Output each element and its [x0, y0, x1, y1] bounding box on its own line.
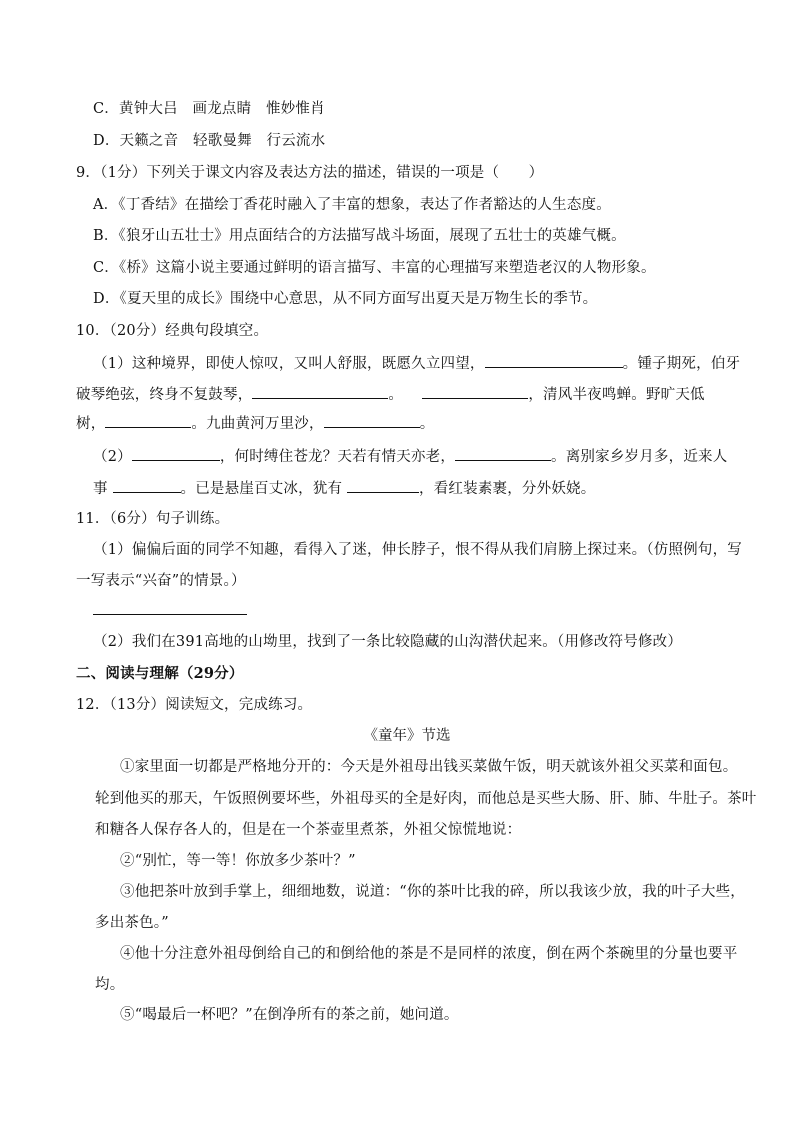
q11-part2: （2）我们在391高地的山坳里，找到了一条比较隐藏的山沟潜伏起来。（用修改符号修改）: [93, 634, 683, 650]
text: （1）这种境界，即使人惊叹，又叫人舒服，既愿久立四望，: [93, 356, 485, 372]
q11-stem: 11．（6分）句子训练。: [76, 511, 230, 527]
answer-line[interactable]: [93, 614, 247, 615]
text: 事: [93, 481, 113, 497]
q9-option-b: B．《狼牙山五壮士》用点面结合的方法描写战斗场面，展现了五壮士的英雄气概。: [93, 228, 626, 244]
fill-blank[interactable]: [113, 478, 181, 493]
text: “喝最后一杯吧？”在倒净所有的茶之前，她问道。: [134, 1007, 459, 1023]
fill-blank[interactable]: [252, 384, 388, 399]
text: “别忙，等一等！你放多少茶叶？”: [134, 853, 356, 869]
para-number: ②: [120, 853, 135, 869]
text: 。已是悬崖百丈冰，犹有: [180, 481, 348, 497]
q8-option-c: C．黄钟大吕 画龙点睛 惟妙惟肖: [93, 101, 325, 117]
q10-part2-line2: [93, 478, 595, 499]
fill-blank[interactable]: [455, 446, 551, 461]
q10-part1-line1: [93, 353, 740, 374]
fill-blank[interactable]: [422, 384, 528, 399]
fill-blank[interactable]: [132, 446, 220, 461]
para-number: ⑤: [120, 1007, 135, 1023]
q12-stem: 12．（13分）阅读短文，完成练习。: [76, 697, 313, 713]
q9-option-d: D．《夏天里的成长》围绕中心意思，从不同方面写出夏天是万物生长的季节。: [93, 291, 598, 307]
para-number: ①: [120, 759, 135, 775]
q10-stem: 10．（20分）经典句段填空。: [76, 323, 269, 339]
passage-para3-line1: [120, 882, 745, 902]
passage-para1-line1: [120, 757, 737, 777]
q10-part1-line2: [76, 384, 705, 405]
passage-title: 《童年》节选: [363, 728, 451, 744]
text: ，看红装素裹，分外妖娆。: [419, 481, 596, 497]
fill-blank[interactable]: [105, 413, 191, 428]
passage-para1-line3: 和糖各人保存各人的，但是在一个茶壶里煮茶，外祖父惊慌地说：: [95, 822, 522, 838]
text: 。锺子期死，伯牙: [622, 356, 741, 372]
passage-para4-line2: 均。: [95, 977, 125, 993]
text: 家里面一切都是严格地分开的：今天是外祖母出钱买菜做午饭，明天就该外祖父买菜和面包。: [134, 759, 738, 775]
q10-part2-line1: [93, 446, 727, 467]
q11-part1-line1: （1）偏偏后面的同学不知趣，看得入了迷，伸长脖子，恨不得从我们肩膀上探过来。（仿照例句，写: [93, 542, 742, 558]
text: 。: [419, 416, 435, 432]
q9-option-a: A．《丁香结》在描绘丁香花时融入了丰富的想象，表达了作者豁达的人生态度。: [93, 197, 611, 213]
text: 树，: [76, 416, 106, 432]
text: 他十分注意外祖母倒给自己的和倒给他的茶是不是同样的浓度，倒在两个茶碗里的分量也要平: [134, 946, 738, 962]
fill-blank[interactable]: [324, 413, 420, 428]
q11-part1-line2: 一写表示“兴奋”的情景。）: [76, 573, 246, 589]
text: （2）: [93, 449, 132, 465]
para-number: ④: [120, 946, 135, 962]
q9-option-c: C．《桥》这篇小说主要通过鲜明的语言描写、丰富的心理描写来塑造老汉的人物形象。: [93, 260, 656, 276]
text: 。: [388, 387, 404, 403]
fill-blank[interactable]: [485, 353, 623, 368]
text: ，何时缚住苍龙？天若有情天亦老，: [219, 449, 456, 465]
text: 他把茶叶放到手掌上，细细地数，说道：“你的茶叶比我的碎，所以我该少放，我的叶子大些，: [134, 884, 746, 900]
text: 破琴绝弦，终身不复鼓琴，: [76, 387, 253, 403]
passage-para4-line1: [120, 944, 737, 964]
q9-stem: 9．（1分）下列关于课文内容及表达方法的描述，错误的一项是（ ）: [76, 165, 544, 181]
passage-para1-line2: 轮到他买的那天，午饭照例要坏些，外祖母买的全是好肉，而他总是买些大肠、肝、肺、牛肚子。茶叶: [95, 791, 757, 807]
passage-para2-line1: [120, 851, 356, 871]
fill-blank[interactable]: [347, 478, 419, 493]
para-number: ③: [120, 884, 135, 900]
passage-para5-line1: [120, 1005, 459, 1025]
q8-option-d: D．天籁之音 轻歌曼舞 行云流水: [93, 133, 326, 149]
text: 。离别家乡岁月多，近来人: [551, 449, 728, 465]
text: 。九曲黄河万里沙，: [191, 416, 324, 432]
q10-part1-line3: [76, 413, 434, 434]
passage-para3-line2: 多出茶色。”: [95, 915, 169, 931]
section-heading: 二、阅读与理解（29分）: [76, 665, 244, 682]
text: ，清风半夜鸣蝉。野旷天低: [528, 387, 705, 403]
